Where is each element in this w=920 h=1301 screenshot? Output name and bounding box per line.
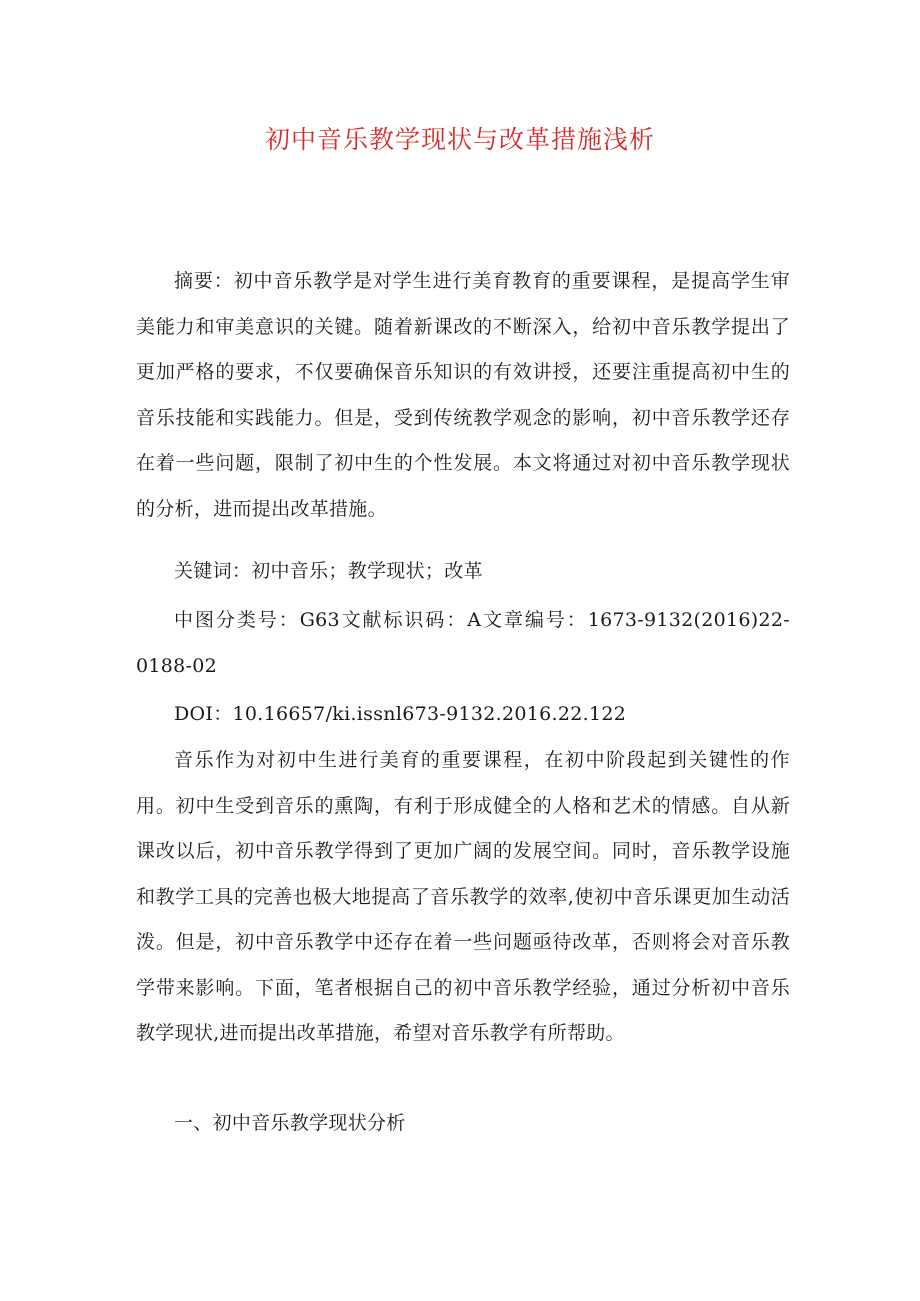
intro-paragraph: 音乐作为对初中生进行美育的重要课程，在初中阶段起到关键性的作用。初中生受到音乐的熏陶，有利于形成健全的人格和艺术的情感。自从新课改以后，初中音乐教学得到了更加广阔的发展空间。同时，音乐教学设施和教学工具的完善也极大地提高了音乐教学的效率,使初中音乐课更加生动活泼。但是，初中音乐教学中还存在着一些问题亟待改革，否则将会对音乐教学带来影响。下面，笔者根据自己的初中音乐教学经验，通过分析初中音乐教学现状,进而提出改革措施，希望对音乐教学有所帮助。 [136, 749, 790, 1044]
section-heading: 一、初中音乐教学现状分析 [174, 1112, 406, 1134]
doi-line: DOI：10.16657/ki.issnl673-9132.2016.22.122 [174, 703, 627, 725]
classification-line: 中图分类号：G63文献标识码：A文章编号：1673-9132(2016)22-0188-02 [136, 609, 790, 677]
keywords-line: 关键词：初中音乐；教学现状；改革 [174, 560, 483, 582]
document-title: 初中音乐教学现状与改革措施浅析 [264, 125, 655, 154]
abstract-paragraph: 摘要：初中音乐教学是对学生进行美育教育的重要课程，是提高学生审美能力和审美意识的关键。随着新课改的不断深入，给初中音乐教学提出了更加严格的要求，不仅要确保音乐知识的有效讲授，还要注重提高初中生的音乐技能和实践能力。但是，受到传统教学观念的影响，初中音乐教学还存在着一些问题，限制了初中生的个性发展。本文将通过对初中音乐教学现状的分析，进而提出改革措施。 [136, 270, 790, 520]
